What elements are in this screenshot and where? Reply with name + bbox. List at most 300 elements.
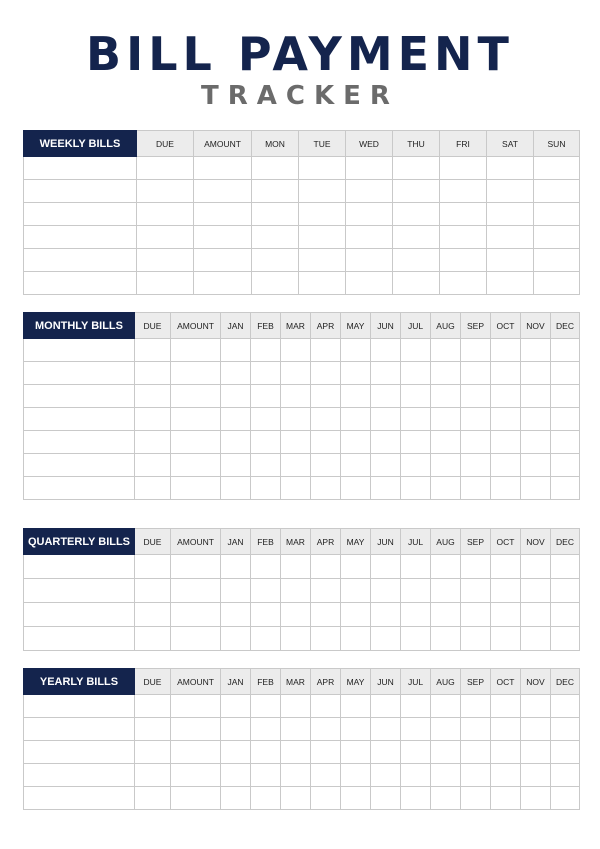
entry-cell[interactable] — [551, 555, 580, 579]
entry-cell[interactable] — [491, 787, 521, 810]
entry-cell[interactable] — [299, 249, 346, 272]
entry-cell[interactable] — [521, 764, 551, 787]
entry-cell[interactable] — [194, 157, 252, 180]
entry-cell[interactable] — [551, 408, 580, 431]
entry-cell[interactable] — [521, 695, 551, 718]
entry-cell[interactable] — [371, 408, 401, 431]
entry-cell[interactable] — [252, 272, 299, 295]
entry-cell[interactable] — [281, 362, 311, 385]
entry-cell[interactable] — [491, 695, 521, 718]
entry-cell[interactable] — [491, 385, 521, 408]
entry-cell[interactable] — [401, 408, 431, 431]
entry-cell[interactable] — [137, 180, 194, 203]
entry-cell[interactable] — [551, 718, 580, 741]
entry-cell[interactable] — [431, 454, 461, 477]
entry-cell[interactable] — [135, 627, 171, 651]
entry-cell[interactable] — [135, 787, 171, 810]
entry-cell[interactable] — [346, 272, 393, 295]
entry-cell[interactable] — [461, 339, 491, 362]
entry-cell[interactable] — [491, 579, 521, 603]
entry-cell[interactable] — [371, 718, 401, 741]
entry-cell[interactable] — [171, 454, 221, 477]
entry-cell[interactable] — [137, 157, 194, 180]
bill-name-cell[interactable] — [24, 157, 137, 180]
bill-name-cell[interactable] — [24, 741, 135, 764]
entry-cell[interactable] — [171, 695, 221, 718]
bill-name-cell[interactable] — [24, 203, 137, 226]
entry-cell[interactable] — [251, 477, 281, 500]
entry-cell[interactable] — [461, 431, 491, 454]
entry-cell[interactable] — [371, 339, 401, 362]
entry-cell[interactable] — [171, 718, 221, 741]
entry-cell[interactable] — [551, 454, 580, 477]
bill-name-cell[interactable] — [24, 180, 137, 203]
entry-cell[interactable] — [401, 741, 431, 764]
entry-cell[interactable] — [534, 272, 580, 295]
entry-cell[interactable] — [299, 272, 346, 295]
entry-cell[interactable] — [194, 203, 252, 226]
entry-cell[interactable] — [221, 385, 251, 408]
entry-cell[interactable] — [534, 180, 580, 203]
entry-cell[interactable] — [551, 603, 580, 627]
entry-cell[interactable] — [341, 718, 371, 741]
entry-cell[interactable] — [461, 362, 491, 385]
entry-cell[interactable] — [341, 787, 371, 810]
entry-cell[interactable] — [135, 741, 171, 764]
entry-cell[interactable] — [371, 385, 401, 408]
bill-name-cell[interactable] — [24, 362, 135, 385]
entry-cell[interactable] — [281, 627, 311, 651]
entry-cell[interactable] — [341, 477, 371, 500]
entry-cell[interactable] — [171, 787, 221, 810]
entry-cell[interactable] — [281, 695, 311, 718]
entry-cell[interactable] — [371, 741, 401, 764]
entry-cell[interactable] — [461, 764, 491, 787]
bill-name-cell[interactable] — [24, 385, 135, 408]
entry-cell[interactable] — [401, 627, 431, 651]
entry-cell[interactable] — [371, 787, 401, 810]
entry-cell[interactable] — [171, 555, 221, 579]
bill-name-cell[interactable] — [24, 339, 135, 362]
bill-name-cell[interactable] — [24, 226, 137, 249]
entry-cell[interactable] — [534, 226, 580, 249]
bill-name-cell[interactable] — [24, 627, 135, 651]
entry-cell[interactable] — [371, 362, 401, 385]
entry-cell[interactable] — [551, 695, 580, 718]
entry-cell[interactable] — [251, 579, 281, 603]
entry-cell[interactable] — [252, 157, 299, 180]
entry-cell[interactable] — [431, 339, 461, 362]
entry-cell[interactable] — [487, 226, 534, 249]
entry-cell[interactable] — [251, 741, 281, 764]
entry-cell[interactable] — [371, 603, 401, 627]
entry-cell[interactable] — [440, 203, 487, 226]
entry-cell[interactable] — [221, 408, 251, 431]
entry-cell[interactable] — [341, 454, 371, 477]
entry-cell[interactable] — [194, 226, 252, 249]
entry-cell[interactable] — [221, 555, 251, 579]
entry-cell[interactable] — [491, 362, 521, 385]
entry-cell[interactable] — [135, 764, 171, 787]
entry-cell[interactable] — [171, 627, 221, 651]
entry-cell[interactable] — [521, 339, 551, 362]
entry-cell[interactable] — [401, 718, 431, 741]
entry-cell[interactable] — [341, 339, 371, 362]
entry-cell[interactable] — [251, 362, 281, 385]
entry-cell[interactable] — [281, 579, 311, 603]
entry-cell[interactable] — [401, 431, 431, 454]
entry-cell[interactable] — [171, 431, 221, 454]
entry-cell[interactable] — [431, 627, 461, 651]
entry-cell[interactable] — [341, 603, 371, 627]
entry-cell[interactable] — [551, 362, 580, 385]
entry-cell[interactable] — [299, 180, 346, 203]
entry-cell[interactable] — [251, 695, 281, 718]
entry-cell[interactable] — [346, 249, 393, 272]
entry-cell[interactable] — [171, 339, 221, 362]
entry-cell[interactable] — [251, 603, 281, 627]
entry-cell[interactable] — [534, 249, 580, 272]
entry-cell[interactable] — [171, 385, 221, 408]
entry-cell[interactable] — [221, 603, 251, 627]
entry-cell[interactable] — [551, 787, 580, 810]
entry-cell[interactable] — [281, 385, 311, 408]
entry-cell[interactable] — [491, 603, 521, 627]
entry-cell[interactable] — [137, 249, 194, 272]
entry-cell[interactable] — [346, 180, 393, 203]
entry-cell[interactable] — [371, 477, 401, 500]
entry-cell[interactable] — [252, 249, 299, 272]
entry-cell[interactable] — [440, 157, 487, 180]
entry-cell[interactable] — [281, 454, 311, 477]
entry-cell[interactable] — [171, 477, 221, 500]
entry-cell[interactable] — [135, 718, 171, 741]
entry-cell[interactable] — [393, 157, 440, 180]
entry-cell[interactable] — [341, 579, 371, 603]
entry-cell[interactable] — [221, 477, 251, 500]
entry-cell[interactable] — [401, 695, 431, 718]
entry-cell[interactable] — [281, 741, 311, 764]
entry-cell[interactable] — [171, 362, 221, 385]
entry-cell[interactable] — [491, 718, 521, 741]
entry-cell[interactable] — [251, 787, 281, 810]
entry-cell[interactable] — [551, 477, 580, 500]
entry-cell[interactable] — [135, 339, 171, 362]
entry-cell[interactable] — [251, 408, 281, 431]
bill-name-cell[interactable] — [24, 603, 135, 627]
entry-cell[interactable] — [221, 454, 251, 477]
entry-cell[interactable] — [401, 555, 431, 579]
entry-cell[interactable] — [487, 157, 534, 180]
entry-cell[interactable] — [431, 555, 461, 579]
entry-cell[interactable] — [311, 718, 341, 741]
entry-cell[interactable] — [551, 579, 580, 603]
entry-cell[interactable] — [252, 226, 299, 249]
entry-cell[interactable] — [281, 408, 311, 431]
entry-cell[interactable] — [487, 249, 534, 272]
entry-cell[interactable] — [341, 741, 371, 764]
entry-cell[interactable] — [135, 695, 171, 718]
entry-cell[interactable] — [311, 408, 341, 431]
entry-cell[interactable] — [371, 695, 401, 718]
entry-cell[interactable] — [341, 408, 371, 431]
entry-cell[interactable] — [393, 249, 440, 272]
entry-cell[interactable] — [491, 477, 521, 500]
entry-cell[interactable] — [135, 408, 171, 431]
entry-cell[interactable] — [311, 764, 341, 787]
entry-cell[interactable] — [401, 787, 431, 810]
entry-cell[interactable] — [281, 603, 311, 627]
entry-cell[interactable] — [440, 272, 487, 295]
entry-cell[interactable] — [221, 787, 251, 810]
entry-cell[interactable] — [341, 431, 371, 454]
entry-cell[interactable] — [251, 627, 281, 651]
entry-cell[interactable] — [371, 454, 401, 477]
entry-cell[interactable] — [252, 180, 299, 203]
entry-cell[interactable] — [371, 555, 401, 579]
entry-cell[interactable] — [299, 157, 346, 180]
entry-cell[interactable] — [135, 431, 171, 454]
entry-cell[interactable] — [137, 272, 194, 295]
entry-cell[interactable] — [221, 627, 251, 651]
bill-name-cell[interactable] — [24, 477, 135, 500]
entry-cell[interactable] — [251, 555, 281, 579]
entry-cell[interactable] — [311, 555, 341, 579]
entry-cell[interactable] — [440, 180, 487, 203]
entry-cell[interactable] — [431, 385, 461, 408]
entry-cell[interactable] — [461, 555, 491, 579]
entry-cell[interactable] — [551, 431, 580, 454]
entry-cell[interactable] — [371, 627, 401, 651]
entry-cell[interactable] — [461, 718, 491, 741]
entry-cell[interactable] — [521, 408, 551, 431]
entry-cell[interactable] — [221, 431, 251, 454]
entry-cell[interactable] — [221, 362, 251, 385]
entry-cell[interactable] — [401, 579, 431, 603]
entry-cell[interactable] — [461, 385, 491, 408]
entry-cell[interactable] — [440, 226, 487, 249]
entry-cell[interactable] — [551, 764, 580, 787]
entry-cell[interactable] — [461, 741, 491, 764]
entry-cell[interactable] — [487, 203, 534, 226]
entry-cell[interactable] — [311, 603, 341, 627]
entry-cell[interactable] — [311, 695, 341, 718]
bill-name-cell[interactable] — [24, 431, 135, 454]
entry-cell[interactable] — [551, 385, 580, 408]
entry-cell[interactable] — [461, 603, 491, 627]
bill-name-cell[interactable] — [24, 787, 135, 810]
entry-cell[interactable] — [311, 741, 341, 764]
entry-cell[interactable] — [461, 579, 491, 603]
entry-cell[interactable] — [171, 764, 221, 787]
bill-name-cell[interactable] — [24, 718, 135, 741]
entry-cell[interactable] — [171, 741, 221, 764]
entry-cell[interactable] — [401, 477, 431, 500]
entry-cell[interactable] — [491, 627, 521, 651]
entry-cell[interactable] — [311, 454, 341, 477]
entry-cell[interactable] — [431, 764, 461, 787]
entry-cell[interactable] — [221, 718, 251, 741]
entry-cell[interactable] — [221, 579, 251, 603]
bill-name-cell[interactable] — [24, 272, 137, 295]
entry-cell[interactable] — [135, 454, 171, 477]
entry-cell[interactable] — [401, 764, 431, 787]
entry-cell[interactable] — [491, 764, 521, 787]
entry-cell[interactable] — [135, 555, 171, 579]
entry-cell[interactable] — [137, 226, 194, 249]
bill-name-cell[interactable] — [24, 454, 135, 477]
entry-cell[interactable] — [521, 718, 551, 741]
entry-cell[interactable] — [281, 718, 311, 741]
entry-cell[interactable] — [440, 249, 487, 272]
entry-cell[interactable] — [194, 272, 252, 295]
entry-cell[interactable] — [341, 627, 371, 651]
entry-cell[interactable] — [431, 603, 461, 627]
entry-cell[interactable] — [251, 718, 281, 741]
entry-cell[interactable] — [251, 385, 281, 408]
entry-cell[interactable] — [393, 180, 440, 203]
entry-cell[interactable] — [281, 477, 311, 500]
entry-cell[interactable] — [194, 249, 252, 272]
entry-cell[interactable] — [431, 362, 461, 385]
entry-cell[interactable] — [534, 157, 580, 180]
entry-cell[interactable] — [346, 157, 393, 180]
entry-cell[interactable] — [221, 339, 251, 362]
bill-name-cell[interactable] — [24, 555, 135, 579]
entry-cell[interactable] — [491, 555, 521, 579]
entry-cell[interactable] — [461, 408, 491, 431]
bill-name-cell[interactable] — [24, 695, 135, 718]
entry-cell[interactable] — [311, 362, 341, 385]
entry-cell[interactable] — [521, 555, 551, 579]
entry-cell[interactable] — [461, 454, 491, 477]
entry-cell[interactable] — [252, 203, 299, 226]
entry-cell[interactable] — [171, 603, 221, 627]
entry-cell[interactable] — [431, 431, 461, 454]
entry-cell[interactable] — [311, 385, 341, 408]
entry-cell[interactable] — [251, 431, 281, 454]
entry-cell[interactable] — [135, 579, 171, 603]
entry-cell[interactable] — [251, 764, 281, 787]
entry-cell[interactable] — [135, 477, 171, 500]
entry-cell[interactable] — [521, 579, 551, 603]
entry-cell[interactable] — [431, 477, 461, 500]
bill-name-cell[interactable] — [24, 579, 135, 603]
entry-cell[interactable] — [341, 764, 371, 787]
entry-cell[interactable] — [341, 555, 371, 579]
entry-cell[interactable] — [251, 454, 281, 477]
entry-cell[interactable] — [171, 408, 221, 431]
entry-cell[interactable] — [281, 339, 311, 362]
entry-cell[interactable] — [551, 741, 580, 764]
entry-cell[interactable] — [346, 203, 393, 226]
entry-cell[interactable] — [551, 627, 580, 651]
entry-cell[interactable] — [194, 180, 252, 203]
entry-cell[interactable] — [461, 787, 491, 810]
entry-cell[interactable] — [311, 477, 341, 500]
entry-cell[interactable] — [521, 385, 551, 408]
bill-name-cell[interactable] — [24, 249, 137, 272]
entry-cell[interactable] — [431, 579, 461, 603]
entry-cell[interactable] — [491, 431, 521, 454]
entry-cell[interactable] — [521, 741, 551, 764]
entry-cell[interactable] — [311, 787, 341, 810]
entry-cell[interactable] — [299, 226, 346, 249]
entry-cell[interactable] — [521, 603, 551, 627]
entry-cell[interactable] — [371, 431, 401, 454]
entry-cell[interactable] — [341, 695, 371, 718]
entry-cell[interactable] — [461, 695, 491, 718]
entry-cell[interactable] — [311, 627, 341, 651]
entry-cell[interactable] — [251, 339, 281, 362]
entry-cell[interactable] — [487, 272, 534, 295]
entry-cell[interactable] — [521, 627, 551, 651]
entry-cell[interactable] — [393, 226, 440, 249]
entry-cell[interactable] — [221, 741, 251, 764]
entry-cell[interactable] — [281, 555, 311, 579]
entry-cell[interactable] — [346, 226, 393, 249]
entry-cell[interactable] — [401, 339, 431, 362]
entry-cell[interactable] — [371, 764, 401, 787]
entry-cell[interactable] — [491, 408, 521, 431]
entry-cell[interactable] — [521, 454, 551, 477]
entry-cell[interactable] — [281, 764, 311, 787]
entry-cell[interactable] — [135, 603, 171, 627]
entry-cell[interactable] — [221, 764, 251, 787]
entry-cell[interactable] — [311, 579, 341, 603]
entry-cell[interactable] — [401, 362, 431, 385]
entry-cell[interactable] — [487, 180, 534, 203]
entry-cell[interactable] — [534, 203, 580, 226]
entry-cell[interactable] — [401, 385, 431, 408]
entry-cell[interactable] — [461, 627, 491, 651]
entry-cell[interactable] — [431, 718, 461, 741]
entry-cell[interactable] — [491, 741, 521, 764]
entry-cell[interactable] — [401, 454, 431, 477]
entry-cell[interactable] — [401, 603, 431, 627]
entry-cell[interactable] — [135, 362, 171, 385]
entry-cell[interactable] — [491, 454, 521, 477]
entry-cell[interactable] — [341, 362, 371, 385]
entry-cell[interactable] — [171, 579, 221, 603]
entry-cell[interactable] — [491, 339, 521, 362]
entry-cell[interactable] — [281, 431, 311, 454]
entry-cell[interactable] — [461, 477, 491, 500]
entry-cell[interactable] — [521, 431, 551, 454]
entry-cell[interactable] — [551, 339, 580, 362]
entry-cell[interactable] — [431, 787, 461, 810]
entry-cell[interactable] — [431, 408, 461, 431]
entry-cell[interactable] — [311, 431, 341, 454]
entry-cell[interactable] — [431, 695, 461, 718]
entry-cell[interactable] — [137, 203, 194, 226]
entry-cell[interactable] — [393, 272, 440, 295]
entry-cell[interactable] — [281, 787, 311, 810]
entry-cell[interactable] — [135, 385, 171, 408]
entry-cell[interactable] — [393, 203, 440, 226]
entry-cell[interactable] — [341, 385, 371, 408]
bill-name-cell[interactable] — [24, 408, 135, 431]
entry-cell[interactable] — [221, 695, 251, 718]
entry-cell[interactable] — [299, 203, 346, 226]
entry-cell[interactable] — [431, 741, 461, 764]
entry-cell[interactable] — [521, 362, 551, 385]
entry-cell[interactable] — [521, 477, 551, 500]
bill-name-cell[interactable] — [24, 764, 135, 787]
entry-cell[interactable] — [371, 579, 401, 603]
entry-cell[interactable] — [521, 787, 551, 810]
entry-cell[interactable] — [311, 339, 341, 362]
